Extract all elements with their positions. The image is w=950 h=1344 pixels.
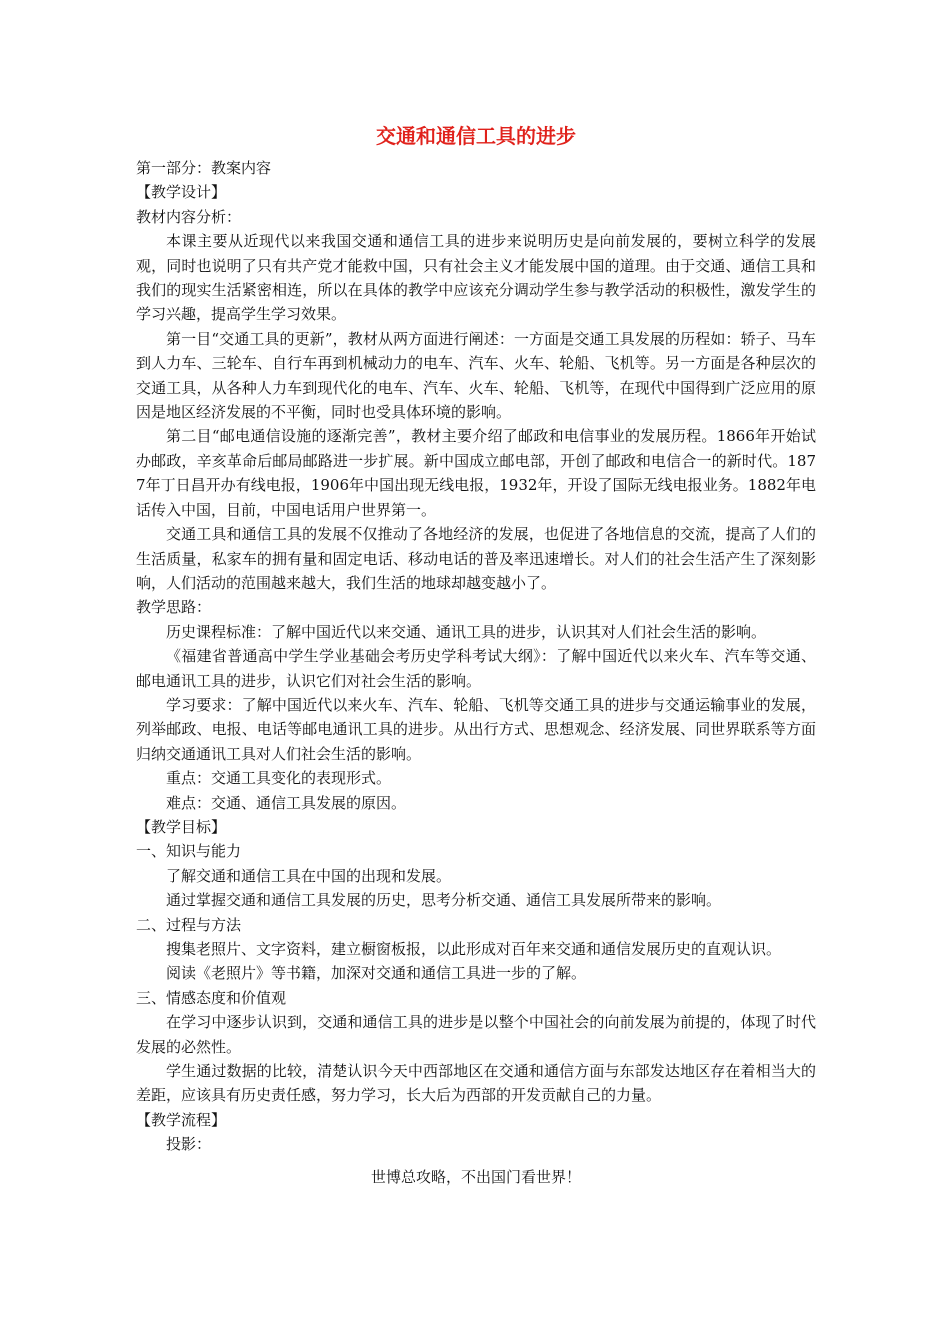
section-heading-goals: 【教学目标】 (136, 817, 227, 836)
section-heading-flow: 【教学流程】 (136, 1110, 227, 1129)
paragraph: 交通工具和通信工具的发展不仅推动了各地经济的发展，也促进了各地信息的交流，提高了人们的生活质量，私家车的拥有量和固定电话、移动电话的普及率迅速增长。对人们的社会生活产生了深刻影响，人们活动的范围越来越大，我们生活的地球却越变越小了。 (136, 525, 816, 592)
section-heading-design: 【教学设计】 (136, 183, 227, 202)
paragraph: 了解交通和通信工具在中国的出现和发展。 (166, 866, 452, 885)
paragraph: 学习要求：了解中国近代以来火车、汽车、轮船、飞机等交通工具的进步与交通运输事业的发展，列举邮政、电报、电话等邮电通讯工具的进步。从出行方式、思想观念、经济发展、同世界联系等方面归纳交通通讯工具对人们社会生活的影响。 (136, 695, 816, 763)
paragraph: 搜集老照片、文字资料，建立橱窗板报，以此形成对百年来交通和通信发展历史的直观认识。 (166, 940, 782, 958)
document-page (136, 120, 816, 1189)
difficult-point: 难点：交通、通信工具发展的原因。 (166, 793, 407, 812)
paragraph: 《福建省普通高中学生学业基础会考历史学科考试大纲》：了解中国近代以来火车、汽车等交通、邮电通讯工具的进步，认识它们对社会生活的影响。 (136, 647, 816, 690)
paragraph: 阅读《老照片》等书籍，加深对交通和通信工具进一步的了解。 (166, 964, 587, 983)
paragraph: 本课主要从近现代以来我国交通和通信工具的进步来说明历史是向前发展的，要树立科学的发展观，同时也说明了只有共产党才能救中国，只有社会主义才能发展中国的道理。由于交通、通信工具和我们的现实生活紧密相连，所以在具体的教学中应该充分调动学生参与教学活动的积极性，激发学生的学习兴趣，提高学生学习效果。 (136, 232, 816, 324)
paragraph: 通过掌握交通和通信工具发展的历史，思考分析交通、通信工具发展所带来的影响。 (166, 891, 722, 910)
slogan: 世博总攻略，不出国门看世界！ (370, 1167, 581, 1186)
thinking-label: 教学思路： (136, 598, 212, 617)
projection-label: 投影： (166, 1135, 212, 1154)
paragraph: 历史课程标准：了解中国近代以来交通、通讯工具的进步，认识其对人们社会生活的影响。 (166, 622, 767, 641)
goal-label: 一、知识与能力 (136, 842, 242, 861)
paragraph: 在学习中逐步认识到，交通和通信工具的进步是以整个中国社会的向前发展为前提的，体现了时代发展的必然性。 (136, 1013, 816, 1056)
key-point: 重点：交通工具变化的表现形式。 (166, 769, 392, 788)
paragraph: 学生通过数据的比较，清楚认识今天中西部地区在交通和通信方面与东部发达地区存在着相当大的差距，应该具有历史责任感，努力学习，长大后为西部的开发贡献自己的力量。 (136, 1062, 816, 1105)
analysis-label: 教材内容分析： (136, 207, 242, 226)
paragraph: 第二目“邮电通信设施的逐渐完善”，教材主要介绍了邮政和电信事业的发展历程。1866年开始试办邮政，辛亥革命后邮局邮路进一步扩展。新中国成立邮电部，开创了邮政和电信合一的新时代。1877年丁日昌开办有线电报，1906年中国出现无线电报，1932年，开设了国际无线电报业务。1882年电话传入中国，目前，中国电话用户世界第一。 (136, 427, 816, 519)
goal-label: 二、过程与方法 (136, 915, 242, 934)
paragraph: 第一目“交通工具的更新”，教材从两方面进行阐述：一方面是交通工具发展的历程如：轿子、马车到人力车、三轮车、自行车再到机械动力的电车、汽车、火车、轮船、飞机等。另一方面是各种层次的交通工具，从各种人力车到现代化的电车、汽车、火车、轮船、飞机等，在现代中国得到广泛应用的原因是地区经济发展的不平衡，同时也受具体环境的影响。 (136, 329, 816, 422)
part-heading: 第一部分：教案内容 (136, 159, 272, 177)
document-title: 交通和通信工具的进步 (376, 124, 576, 148)
goal-label: 三、情感态度和价值观 (136, 988, 287, 1007)
